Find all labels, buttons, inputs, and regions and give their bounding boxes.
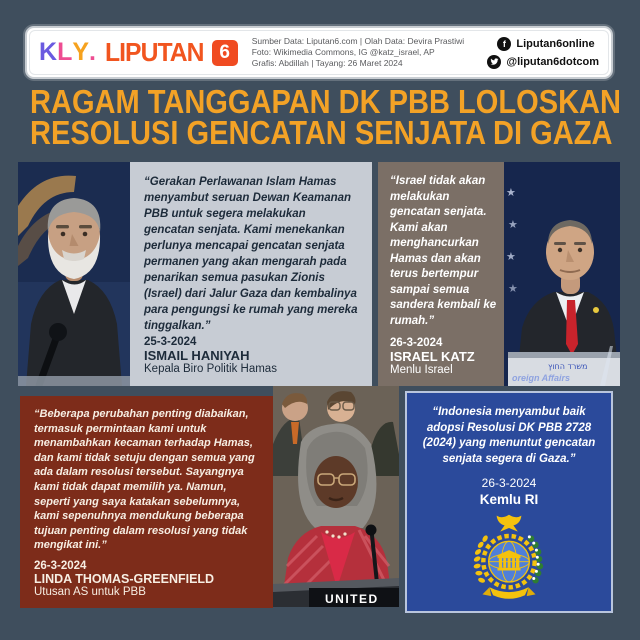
twitter-icon xyxy=(487,55,501,69)
photo-israel-katz xyxy=(504,162,620,386)
greenfield-quote-text: “Beberapa perubahan penting diabaikan, termasuk permintaan kami untuk menambahkan kecaman terhadap Hamas, dan kami tidak setuju dengan semua yang ada dalam resolusi tersebut. Sayangnya kami tidak dapat memilih ya. Namun, seperti yang saya katakan sebelumnya, kami sepenuhnya mendukung beberapa tujuan penting dalam resolusi yang tidak mengikat ini.” xyxy=(34,408,255,552)
photo-linda-thomas-greenfield xyxy=(273,386,399,607)
facebook-label: Liputan6online xyxy=(516,37,595,50)
page-title xyxy=(30,83,622,151)
kly-dot: . xyxy=(89,38,96,66)
greenfield-attribution xyxy=(34,560,259,598)
credit-line: Grafis: Abdillah | Tayang: 26 Maret 2024 xyxy=(251,58,403,68)
katz-role: Menlu Israel xyxy=(390,364,453,376)
katz-portrait-illustration xyxy=(504,162,620,386)
greenfield-name: LINDA THOMAS-GREENFIELD xyxy=(34,572,215,586)
kemlu-quote-text: “Indonesia menyambut baik adopsi Resolusi DK PBB 2728 (2024) yang menuntut gencatan senjata segera di Gaza.” xyxy=(422,406,596,465)
kemlu-date: 26-3-2024 xyxy=(481,476,537,490)
haniyah-name: ISMAIL HANIYAH xyxy=(144,348,250,363)
liputan6-wordmark: LIPUTAN xyxy=(104,37,204,67)
kly-logo xyxy=(39,38,96,67)
kemlu-emblem-illustration xyxy=(459,513,559,605)
katz-name: ISRAEL KATZ xyxy=(390,349,475,364)
quote-panel-katz xyxy=(378,162,620,386)
haniyah-attribution xyxy=(144,336,358,375)
photo-ismail-haniyah xyxy=(18,162,130,386)
katz-attribution xyxy=(390,337,500,376)
title-line-1: RAGAM TANGGAPAN DK PBB LOLOSKAN xyxy=(30,83,622,120)
haniyah-portrait-illustration xyxy=(18,162,130,386)
svg-text:★: ★ xyxy=(508,282,518,295)
podium-english-text: oreign Affairs xyxy=(512,373,571,383)
quote-panel-haniyah xyxy=(130,162,372,386)
facebook-handle xyxy=(497,37,594,51)
social-handles xyxy=(487,37,599,69)
svg-text:★: ★ xyxy=(508,218,518,231)
kly-letter-l: L xyxy=(57,38,73,66)
katz-text-column xyxy=(378,162,504,386)
svg-text:★: ★ xyxy=(506,250,516,263)
haniyah-date: 25-3-2024 xyxy=(144,336,197,348)
svg-text:★: ★ xyxy=(506,186,516,199)
credit-line: Foto: Wikimedia Commons, IG @katz_israel, AP xyxy=(251,47,435,57)
twitter-handle xyxy=(487,55,599,69)
twitter-label: @liputan6dotcom xyxy=(506,55,599,68)
credits-block xyxy=(252,36,464,69)
credit-line: Sumber Data: Liputan6.com | Olah Data: Devira Prastiwi xyxy=(251,36,465,46)
greenfield-date: 26-3-2024 xyxy=(34,560,87,572)
un-nameplate-text: UNITED xyxy=(325,592,379,606)
kemlu-ri-logo xyxy=(459,513,559,605)
greenfield-portrait-illustration xyxy=(273,386,399,607)
header-plaque xyxy=(25,26,613,79)
haniyah-quote-text: “Gerakan Perlawanan Islam Hamas menyambut seruan Dewan Keamanan PBB untuk segera melakukan gencatan senjata. Kami menekankan perlunya mencapai gencatan senjata permanen yang akan mengarah pada penarikan semua pasukan Zionis (Israel) dari Jalur Gaza dan kembalinya para pengungsi ke rumah yang mereka tinggalkan.” xyxy=(144,176,358,332)
kly-letter-y: Y xyxy=(72,38,90,66)
podium-hebrew-text: משרד החוץ xyxy=(548,362,588,371)
title-line-2: RESOLUSI GENCATAN SENJATA DI GAZA xyxy=(30,114,613,151)
kly-letter-k: K xyxy=(39,38,58,66)
katz-date: 26-3-2024 xyxy=(390,337,443,349)
greenfield-role: Utusan AS untuk PBB xyxy=(34,586,146,598)
quote-panel-greenfield xyxy=(20,396,273,608)
haniyah-role: Kepala Biro Politik Hamas xyxy=(144,363,277,375)
quote-panel-kemlu xyxy=(405,391,613,613)
liputan6-six-badge: 6 xyxy=(212,40,238,66)
katz-quote-text: “Israel tidak akan melakukan gencatan senjata. Kami akan menghancurkan Hamas dan akan terus bertempur sampai semua sandera kembali ke rumah.” xyxy=(390,175,497,327)
kemlu-name: Kemlu RI xyxy=(479,492,539,507)
facebook-icon: f xyxy=(497,37,511,51)
